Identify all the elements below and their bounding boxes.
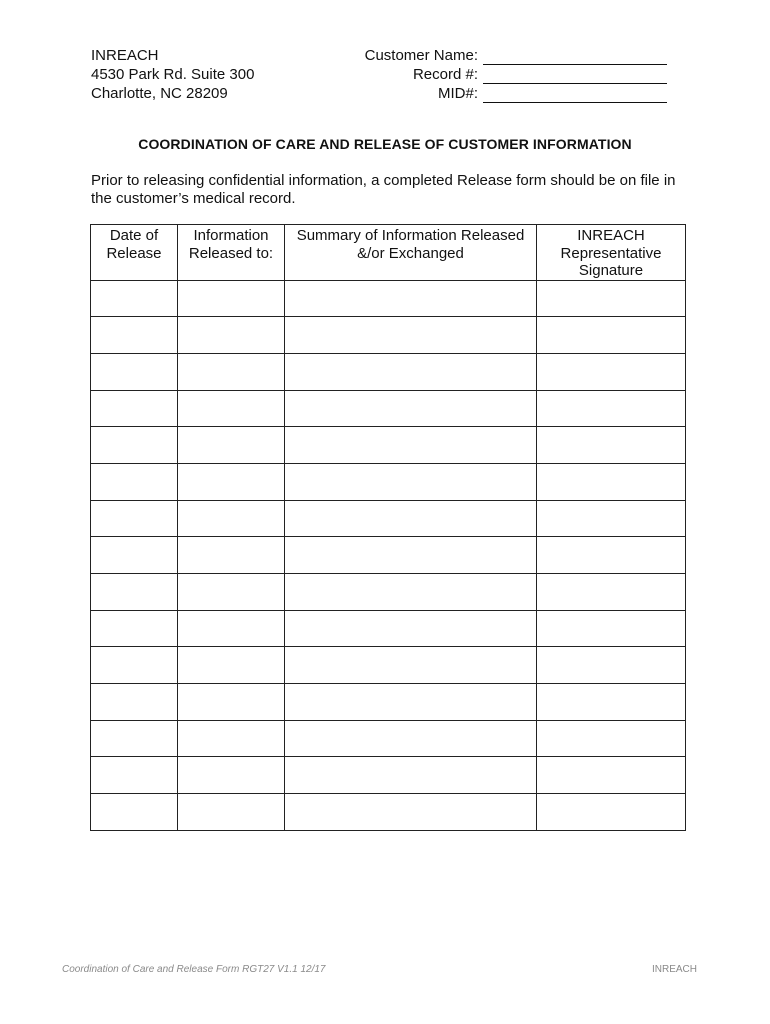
released-to-cell[interactable] xyxy=(178,574,285,611)
record-number-field xyxy=(365,65,667,84)
summary-cell[interactable] xyxy=(285,390,537,427)
released-to-cell[interactable] xyxy=(178,463,285,500)
date-cell[interactable] xyxy=(91,427,178,464)
signature-cell[interactable] xyxy=(537,280,686,317)
released-to-cell[interactable] xyxy=(178,610,285,647)
released-to-cell[interactable] xyxy=(178,390,285,427)
signature-cell[interactable] xyxy=(537,684,686,721)
customer-name-label: Customer Name: xyxy=(364,47,478,64)
released-to-cell[interactable] xyxy=(178,647,285,684)
summary-cell[interactable] xyxy=(285,353,537,390)
summary-cell[interactable] xyxy=(285,500,537,537)
date-cell[interactable] xyxy=(91,280,178,317)
date-cell[interactable] xyxy=(91,684,178,721)
form-title: COORDINATION OF CARE AND RELEASE OF CUSTOMER INFORMATION xyxy=(138,136,632,152)
table-row xyxy=(91,353,686,390)
signature-cell[interactable] xyxy=(537,353,686,390)
signature-cell[interactable] xyxy=(537,574,686,611)
table-row xyxy=(91,794,686,831)
mid-blank[interactable] xyxy=(483,87,667,103)
date-cell[interactable] xyxy=(91,500,178,537)
footer-form-id: Coordination of Care and Release Form RGT27 V1.1 12/17 xyxy=(62,964,326,975)
date-cell[interactable] xyxy=(91,610,178,647)
table-row xyxy=(91,610,686,647)
header-representative-signature: INREACH Representative Signature xyxy=(537,225,686,281)
table-body xyxy=(91,280,686,830)
released-to-cell[interactable] xyxy=(178,757,285,794)
footer-org: INREACH xyxy=(651,964,697,975)
table-row xyxy=(91,537,686,574)
table-row xyxy=(91,757,686,794)
mid-label: MID#: xyxy=(437,85,478,102)
table-row xyxy=(91,427,686,464)
organization-address xyxy=(91,46,254,103)
summary-cell[interactable] xyxy=(285,684,537,721)
table-row xyxy=(91,720,686,757)
summary-cell[interactable] xyxy=(285,427,537,464)
signature-cell[interactable] xyxy=(537,537,686,574)
released-to-cell[interactable] xyxy=(178,317,285,354)
table-header-row xyxy=(91,225,686,281)
release-log-table xyxy=(90,224,686,831)
table-row xyxy=(91,317,686,354)
signature-cell[interactable] xyxy=(537,390,686,427)
table-row xyxy=(91,280,686,317)
date-cell[interactable] xyxy=(91,757,178,794)
date-cell[interactable] xyxy=(91,647,178,684)
released-to-cell[interactable] xyxy=(178,353,285,390)
date-cell[interactable] xyxy=(91,574,178,611)
signature-cell[interactable] xyxy=(537,720,686,757)
signature-cell[interactable] xyxy=(537,427,686,464)
summary-cell[interactable] xyxy=(285,757,537,794)
signature-cell[interactable] xyxy=(537,794,686,831)
table-row xyxy=(91,463,686,500)
date-cell[interactable] xyxy=(91,794,178,831)
table-row xyxy=(91,500,686,537)
summary-cell[interactable] xyxy=(285,280,537,317)
released-to-cell[interactable] xyxy=(178,280,285,317)
date-cell[interactable] xyxy=(91,353,178,390)
header-date-of-release: Date of Release xyxy=(91,225,178,281)
address-line-1: 4530 Park Rd. Suite 300 xyxy=(91,66,255,83)
record-number-blank[interactable] xyxy=(483,68,667,84)
date-cell[interactable] xyxy=(91,537,178,574)
table-row xyxy=(91,684,686,721)
org-name: INREACH xyxy=(91,47,159,64)
signature-cell[interactable] xyxy=(537,317,686,354)
signature-cell[interactable] xyxy=(537,647,686,684)
intro-text: Prior to releasing confidential information, a completed Release form should be on file in the customer’s medical record. xyxy=(91,172,676,207)
date-cell[interactable] xyxy=(91,317,178,354)
summary-cell[interactable] xyxy=(285,463,537,500)
address-line-2: Charlotte, NC 28209 xyxy=(91,85,228,102)
summary-cell[interactable] xyxy=(285,610,537,647)
mid-field xyxy=(365,84,667,103)
signature-cell[interactable] xyxy=(537,757,686,794)
signature-cell[interactable] xyxy=(537,500,686,537)
summary-cell[interactable] xyxy=(285,647,537,684)
customer-name-blank[interactable] xyxy=(483,49,667,65)
signature-cell[interactable] xyxy=(537,610,686,647)
summary-cell[interactable] xyxy=(285,574,537,611)
signature-cell[interactable] xyxy=(537,463,686,500)
released-to-cell[interactable] xyxy=(178,427,285,464)
released-to-cell[interactable] xyxy=(178,794,285,831)
summary-cell[interactable] xyxy=(285,537,537,574)
record-number-label: Record #: xyxy=(412,66,478,83)
released-to-cell[interactable] xyxy=(178,500,285,537)
header-summary-of-information: Summary of Information Released &/or Exchanged xyxy=(285,225,537,281)
date-cell[interactable] xyxy=(91,463,178,500)
customer-name-field xyxy=(365,46,667,65)
summary-cell[interactable] xyxy=(285,317,537,354)
date-cell[interactable] xyxy=(91,390,178,427)
header-information-released-to: Information Released to: xyxy=(178,225,285,281)
summary-cell[interactable] xyxy=(285,794,537,831)
released-to-cell[interactable] xyxy=(178,684,285,721)
date-cell[interactable] xyxy=(91,720,178,757)
summary-cell[interactable] xyxy=(285,720,537,757)
customer-fields xyxy=(365,46,667,103)
released-to-cell[interactable] xyxy=(178,720,285,757)
released-to-cell[interactable] xyxy=(178,537,285,574)
table-row xyxy=(91,390,686,427)
table-row xyxy=(91,574,686,611)
table-row xyxy=(91,647,686,684)
